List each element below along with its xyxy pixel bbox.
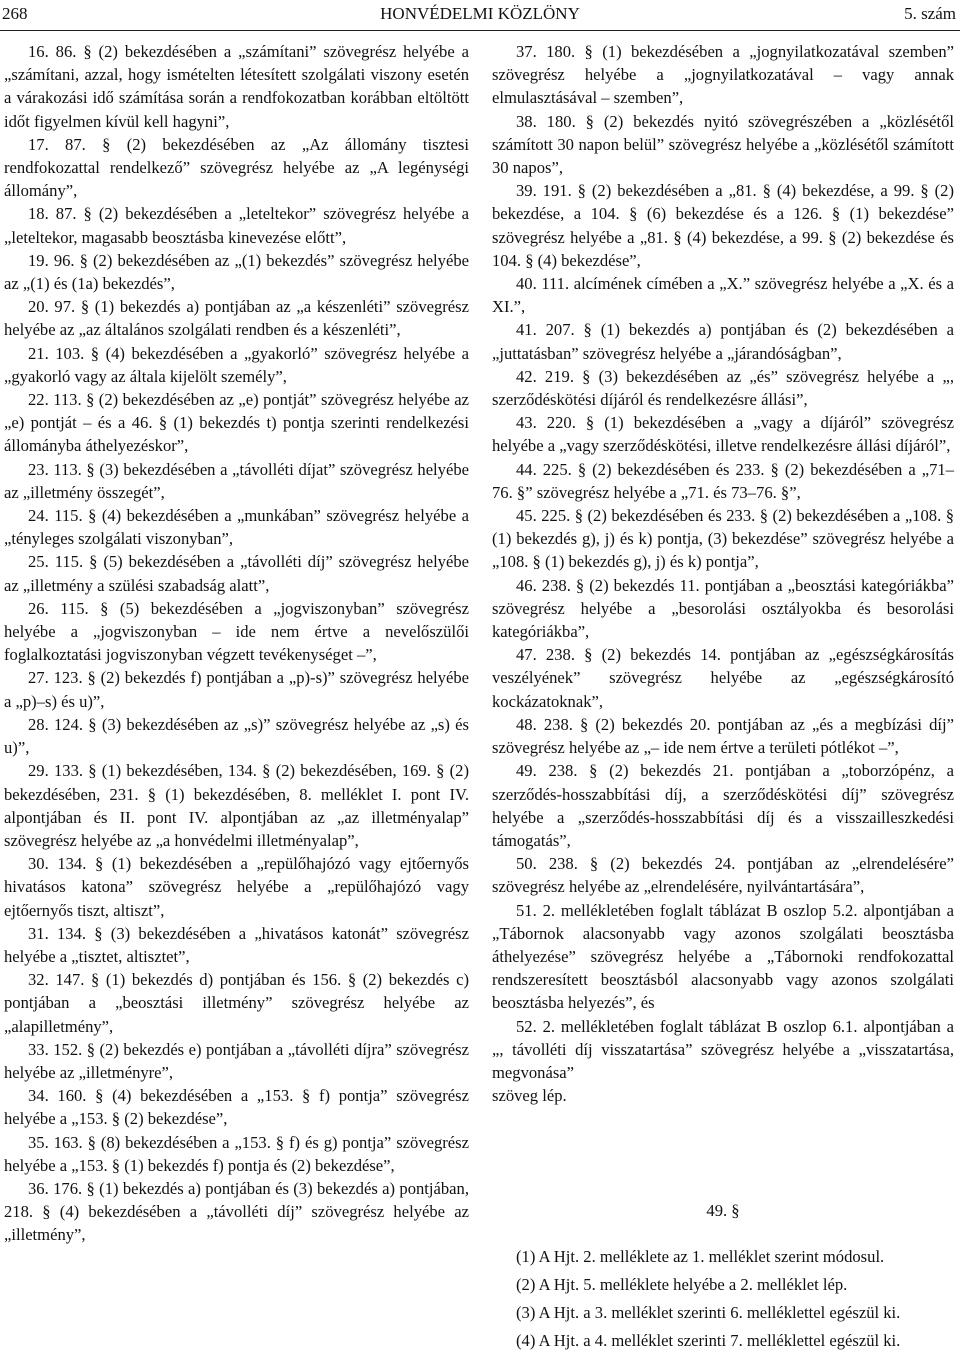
- amendment-item: 26. 115. § (5) bekezdésében a „jogviszonyban” szövegrész helyébe a „jogviszonyban – ide nem értve a nevelőszülői foglalkoztatási jogviszonyban végzett tevékenységet –”,: [4, 598, 469, 665]
- left-column: [4, 40, 469, 1247]
- section-item: (1) A Hjt. 2. melléklete az 1. melléklet szerint módosul.: [516, 1246, 885, 1266]
- amendment-item: 31. 134. § (3) bekezdésében a „hivatásos katonát” szövegrész helyébe a „tisztet, altisztet”,: [4, 923, 469, 966]
- amendment-item: 37. 180. § (1) bekezdésében a „jognyilatkozatával szemben” szövegrész helyébe a „jognyilatkozatával – vagy annak elmulasztásával – szemben”,: [492, 42, 954, 108]
- amendment-item: 47. 238. § (2) bekezdés 14. pontjában az „egészségkárosítás veszélyének” szövegrész helyébe az „egészségkárosító kockázatoknak”,: [492, 645, 954, 711]
- issue-number: 5. szám: [904, 4, 956, 23]
- amendment-item: 44. 225. § (2) bekezdésében és 233. § (2) bekezdésében a „71–76. §” szövegrész helyébe a „71. és 73–76. §”,: [492, 459, 954, 502]
- amendment-item: 22. 113. § (2) bekezdésében az „e) pontját” szövegrész helyébe az „e) pontját – és a 46. § (1) bekezdés t) pontja szerinti rendelkezési állományba áthelyezéskor”,: [4, 390, 469, 456]
- amendment-item: 27. 123. § (2) bekezdés f) pontjában a „p)-s)” szövegrész helyébe a „p)–s) és u)”,: [4, 668, 469, 711]
- amendment-item: 42. 219. § (3) bekezdésében az „és” szövegrész helyébe a „, szerződéskötési díjáról és rendelkezésre állási”,: [492, 366, 954, 410]
- amendment-item: 35. 163. § (8) bekezdésében a „153. § f) és g) pontja” szövegrész helyébe a „153. § (1) bekezdés f) pontja és (2) bekezdése”,: [4, 1132, 469, 1175]
- amendment-item: 16. 86. § (2) bekezdésében a „számítani” szövegrész helyébe a „számítani, azzal, hogy ismételten létesített szolgálati viszony esetén a várakozási idő számítása során a rendfokozatban korábban eltöltött időt figyelmen kívül kell hagyni”,: [4, 42, 469, 131]
- amendment-item: 25. 115. § (5) bekezdésében a „távolléti díj” szövegrész helyébe az „illetmény a szülési szabadság alatt”,: [4, 552, 469, 595]
- amendment-item: 30. 134. § (1) bekezdésében a „repülőhajózó vagy ejtőernyős hivatásos katona” szövegrész helyébe a „repülőhajózó vagy ejtőernyős tiszt, altiszt”,: [4, 854, 469, 920]
- journal-title: HONVÉDELMI KÖZLÖNY: [380, 4, 580, 23]
- amendment-item: 17. 87. § (2) bekezdésében az „Az állomány tisztesi rendfokozattal rendelkező” szövegrész helyébe az „A legénységi állomány”,: [4, 134, 469, 201]
- amendment-item: 48. 238. § (2) bekezdés 20. pontjában az „és a megbízási díj” szövegrész helyébe az „– ide nem értve a területi pótlékot –”,: [492, 714, 954, 758]
- amendment-item: 51. 2. mellékletében foglalt táblázat B oszlop 5.2. alpontjában a „Tábornok alacsonyabb vagy azonos szolgálati beosztásba áthelyezése” szövegrész helyébe a „Tábornoki rendfokozattal rendszeresített beosztásból alacsonyabb vagy azonos szolgálati beosztásba helyezés”, és: [492, 900, 954, 1013]
- amendment-item: 24. 115. § (4) bekezdésében a „munkában” szövegrész helyébe a „tényleges szolgálati viszonyban”,: [4, 506, 469, 549]
- page-header: [0, 0, 960, 31]
- amendment-item: 40. 111. alcímének címében a „X.” szövegrész helyébe a „X. és a XI.”,: [492, 274, 954, 317]
- right-column: [492, 40, 954, 1355]
- section-item: (4) A Hjt. a 4. melléklet szerinti 7. melléklettel egészül ki.: [516, 1330, 901, 1350]
- amendment-item: 43. 220. § (1) bekezdésében a „vagy a díjáról” szövegrész helyébe a „vagy szerződéskötési, illetve rendelkezésre állási díjáról”,: [492, 413, 954, 456]
- section-heading: 49. §: [706, 1201, 740, 1221]
- amendment-item: 38. 180. § (2) bekezdés nyitó szövegrészében a „közlésétől számított 30 napon belül” szövegrész helyébe a „közlésétől számított 30 napos”,: [492, 111, 954, 178]
- amendment-item: 33. 152. § (2) bekezdés e) pontjában a „távolléti díjra” szövegrész helyébe az „illetményre”,: [4, 1039, 469, 1082]
- page-number: 268: [2, 4, 28, 23]
- section-item: (2) A Hjt. 5. melléklete helyébe a 2. melléklet lép.: [516, 1274, 848, 1294]
- amendment-item: 50. 238. § (2) bekezdés 24. pontjában az „elrendelésére” szövegrész helyébe az „elrendelésére, nyilvántartására”,: [492, 854, 954, 897]
- amendment-item: 32. 147. § (1) bekezdés d) pontjában és 156. § (2) bekezdés c) pontjában a „beosztási illetmény” szövegrész helyébe az „alapilletmény”,: [4, 970, 469, 1036]
- amendment-item: 34. 160. § (4) bekezdésében a „153. § f) pontja” szövegrész helyébe a „153. § (2) bekezdése”,: [4, 1086, 469, 1129]
- amendment-item: 20. 97. § (1) bekezdés a) pontjában az „a készenléti” szövegrész helyébe az „az általános szolgálati rendben és a készenléti”,: [4, 297, 469, 340]
- amendment-item: 28. 124. § (3) bekezdésében az „s)” szövegrész helyébe az „s) és u)”,: [4, 714, 469, 758]
- amendment-item: 41. 207. § (1) bekezdés a) pontjában és (2) bekezdésében a „juttatásban” szövegrész helyébe a „járandóságban”,: [492, 320, 954, 363]
- amendment-item: 39. 191. § (2) bekezdésében a „81. § (4) bekezdése, a 99. § (2) bekezdése, a 104. § (6) bekezdése és a 126. § (1) bekezdése” szövegrész helyébe a „81. § (4) bekezdése, a 99. § (2) bekezdése és 104. § (4) bekezdése”,: [492, 181, 954, 270]
- amendment-item: 21. 103. § (4) bekezdésében a „gyakorló” szövegrész helyébe a „gyakorló vagy az általa kijelölt személy”,: [4, 343, 469, 386]
- amendment-item: 23. 113. § (3) bekezdésében a „távolléti díjat” szövegrész helyébe az „illetmény összegét”,: [4, 459, 469, 502]
- closing-line: szöveg lép.: [492, 1086, 567, 1106]
- amendment-item: 46. 238. § (2) bekezdés 11. pontjában a „beosztási kategóriákba” szövegrész helyébe a „besorolási osztályokba és besorolási kategóriákba”,: [492, 575, 954, 642]
- amendment-item: 29. 133. § (1) bekezdésében, 134. § (2) bekezdésében, 169. § (2) bekezdésében, 231. § (1) bekezdésében, 8. melléklet I. pont IV. alpontjában és II. pont IV. alpontjában az „az illetményalap” szövegrész helyébe az „a honvédelmi illetményalap”,: [4, 761, 469, 850]
- amendment-item: 45. 225. § (2) bekezdésében és 233. § (2) bekezdésében a „108. § (1) bekezdés g), j) és k) pontja, (3) bekezdése” szövegrész helyébe a „108. § (1) bekezdés g), j) és k) pontja”,: [492, 506, 954, 572]
- amendment-item: 18. 87. § (2) bekezdésében a „leteltekor” szövegrész helyébe a „leteltekor, magasabb beosztásba kinevezése előtt”,: [4, 204, 469, 247]
- amendment-item: 49. 238. § (2) bekezdés 21. pontjában a „toborzópénz, a szerződés-hosszabbítási díj, a szerződéskötési díj” szövegrész helyébe a „szerződés-hosszabbítási díj és a visszailleszkedési támogatás”,: [492, 761, 954, 850]
- amendment-item: 52. 2. mellékletében foglalt táblázat B oszlop 6.1. alpontjában a „, távolléti díj visszatartása” szövegrész helyébe a „visszatartása, megvonása”: [492, 1016, 954, 1082]
- amendment-item: 19. 96. § (2) bekezdésében az „(1) bekezdés” szövegrész helyébe az „(1) és (1a) bekezdés”,: [4, 250, 469, 294]
- section-item: (3) A Hjt. a 3. melléklet szerinti 6. melléklettel egészül ki.: [516, 1302, 901, 1322]
- amendment-item: 36. 176. § (1) bekezdés a) pontjában és (3) bekezdés a) pontjában, 218. § (4) bekezdésében a „távolléti díj” szövegrész helyébe az „illetmény”,: [4, 1178, 469, 1245]
